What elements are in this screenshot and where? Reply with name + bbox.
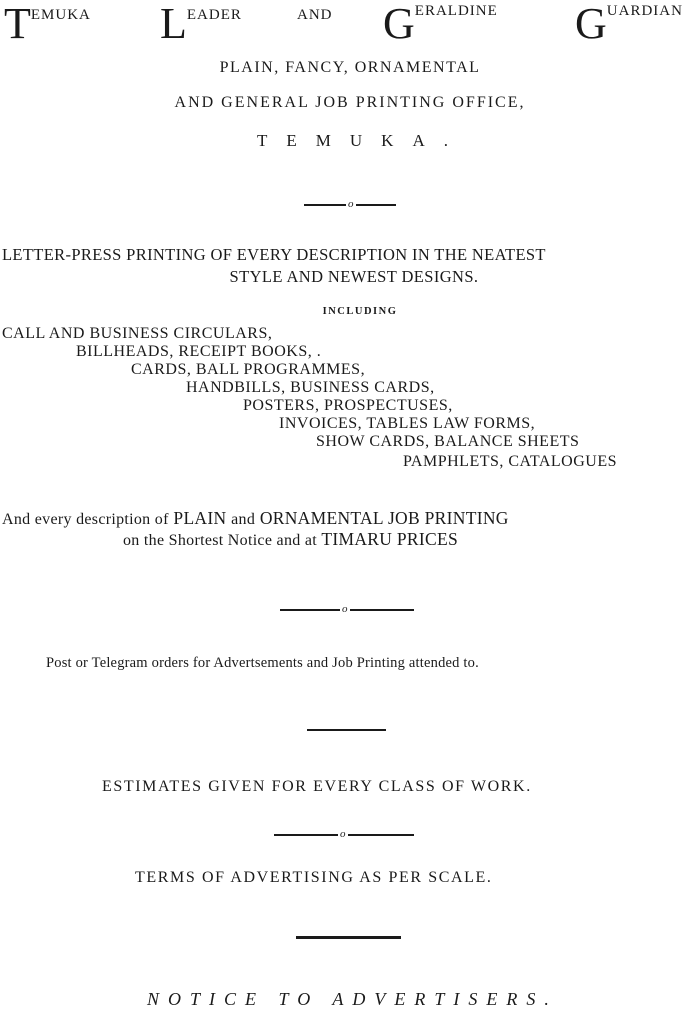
including-label: INCLUDING bbox=[322, 306, 398, 317]
every-description-text: And every description of bbox=[2, 511, 169, 528]
list-item: INVOICES, TABLES LAW FORMS, bbox=[279, 415, 536, 432]
office-town: TEMUKA. bbox=[257, 131, 467, 150]
notice-to-advertisers-heading: NOTICE TO ADVERTISERS. bbox=[147, 989, 558, 1009]
divider bbox=[304, 199, 396, 210]
list-item: HANDBILLS, BUSINESS CARDS, bbox=[186, 379, 435, 396]
list-item: CALL AND BUSINESS CIRCULARS, bbox=[2, 325, 273, 342]
terms-line: TERMS OF ADVERTISING AS PER SCALE. bbox=[135, 869, 493, 886]
masthead-word-leader bbox=[160, 2, 242, 46]
estimates-line: ESTIMATES GIVEN FOR EVERY CLASS OF WORK. bbox=[102, 778, 532, 795]
every-description-ornamental: ORNAMENTAL JOB PRINTING bbox=[259, 508, 509, 528]
masthead-word-rest: ERALDINE bbox=[414, 3, 498, 19]
masthead-word-rest: EMUKA bbox=[30, 7, 91, 23]
letterpress-line-2: STYLE AND NEWEST DESIGNS. bbox=[229, 267, 479, 286]
list-item: PAMPHLETS, CATALOGUES bbox=[403, 453, 617, 470]
masthead-word-and bbox=[297, 8, 333, 26]
masthead-word-rest: AND bbox=[297, 7, 333, 23]
divider bbox=[274, 829, 414, 840]
masthead-initial: G bbox=[383, 0, 415, 48]
masthead-word-temuka bbox=[4, 2, 91, 46]
masthead-word-rest: EADER bbox=[186, 7, 242, 23]
divider-mark: o bbox=[348, 198, 354, 210]
every-description-shortest-notice: on the Shortest Notice and at bbox=[123, 532, 317, 549]
every-description-line-1 bbox=[2, 508, 509, 529]
office-line-general-job: AND GENERAL JOB PRINTING OFFICE, bbox=[174, 94, 526, 111]
masthead-initial: L bbox=[160, 0, 187, 48]
divider bbox=[280, 604, 414, 615]
office-line-plain-fancy: PLAIN, FANCY, ORNAMENTAL bbox=[219, 59, 481, 76]
every-description-line-2 bbox=[123, 529, 458, 550]
every-description-plain: PLAIN bbox=[173, 508, 227, 528]
masthead-word-guardian bbox=[575, 2, 683, 46]
every-description-timaru-prices: TIMARU PRICES bbox=[321, 529, 458, 549]
list-item: SHOW CARDS, BALANCE SHEETS bbox=[316, 433, 580, 450]
list-item: CARDS, BALL PROGRAMMES, bbox=[131, 361, 366, 378]
post-orders-note: Post or Telegram orders for Advertsements and Job Printing attended to. bbox=[46, 655, 479, 671]
list-item: POSTERS, PROSPECTUSES, bbox=[243, 397, 453, 414]
divider bbox=[296, 936, 401, 939]
divider bbox=[307, 729, 386, 731]
divider-mark: o bbox=[342, 603, 348, 615]
masthead-initial: T bbox=[4, 0, 31, 48]
list-item: BILLHEADS, RECEIPT BOOKS, . bbox=[76, 343, 322, 360]
divider-mark: o bbox=[340, 828, 346, 840]
masthead-word-geraldine bbox=[383, 2, 498, 46]
letterpress-line-1: LETTER-PRESS PRINTING OF EVERY DESCRIPTION IN THE NEATEST bbox=[2, 245, 546, 264]
every-description-and: and bbox=[231, 511, 256, 528]
masthead-word-rest: UARDIAN bbox=[606, 3, 683, 19]
masthead-initial: G bbox=[575, 0, 607, 48]
